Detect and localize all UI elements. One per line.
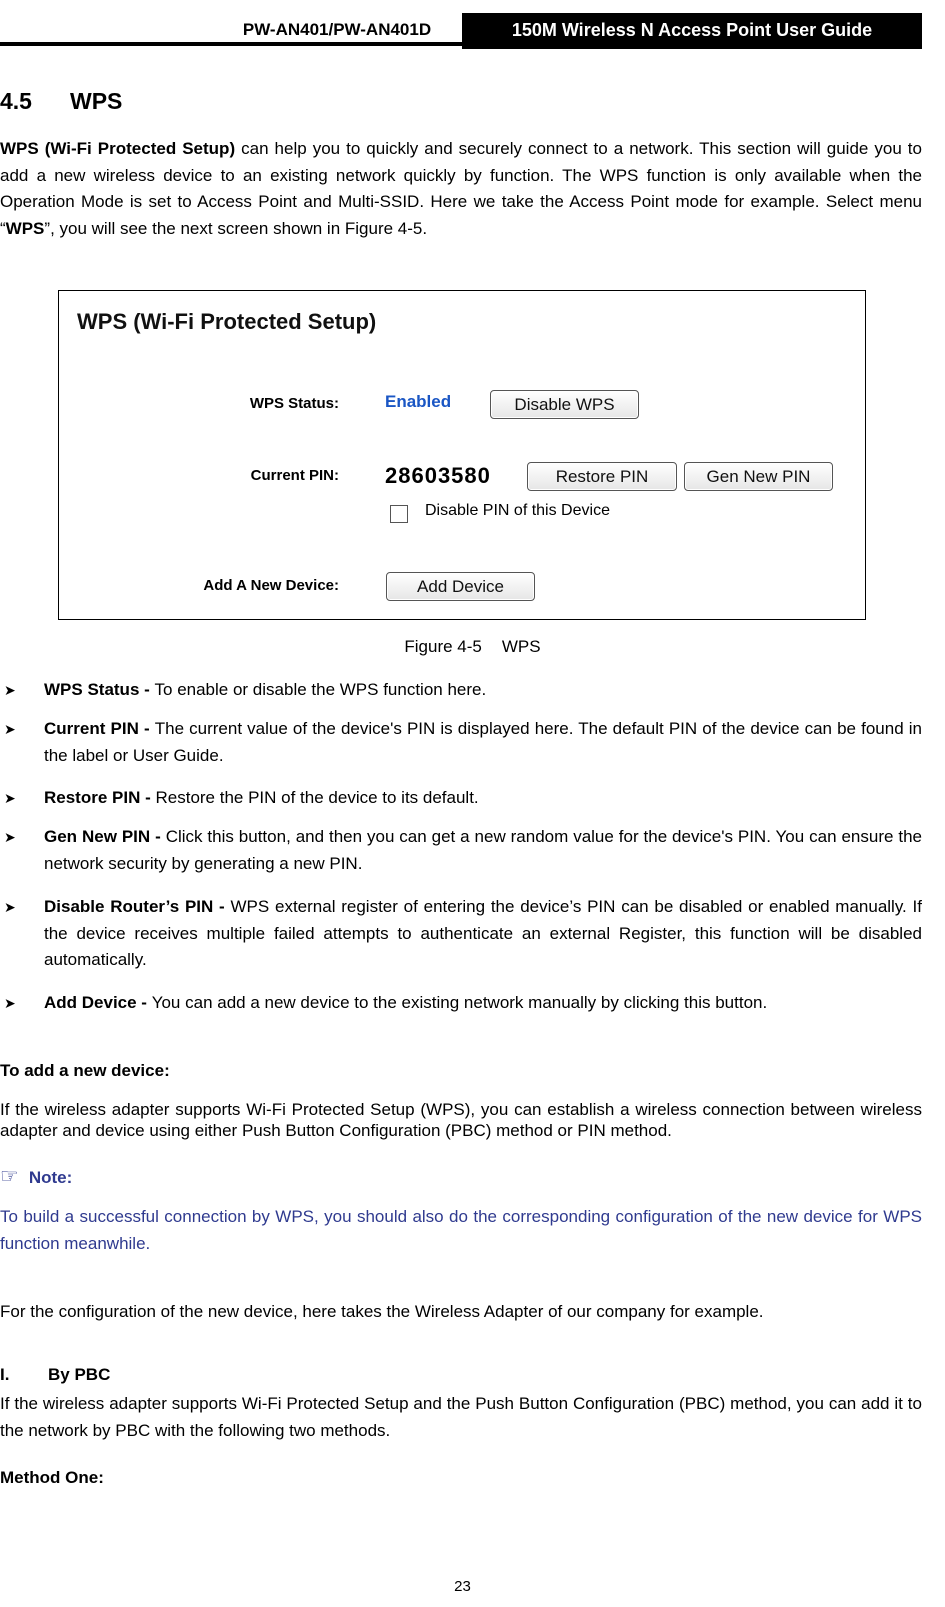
bullet-arrow-icon: ➤ — [4, 721, 16, 737]
caption-label: Figure 4-5 — [404, 637, 482, 656]
disable-wps-button[interactable]: Disable WPS — [490, 390, 639, 419]
bullet-disable-router-pin — [0, 894, 922, 974]
note-label: Note: — [28, 1168, 73, 1187]
figure-caption — [0, 637, 945, 657]
pointing-hand-icon: ☞ — [0, 1165, 19, 1188]
bullet-term: Disable Router’s PIN - — [44, 897, 231, 916]
config-paragraph: For the configuration of the new device, here takes the Wireless Adapter of our company for example. — [0, 1302, 764, 1321]
intro-menu: WPS — [5, 218, 45, 238]
section-title — [0, 88, 122, 115]
bullet-arrow-icon: ➤ — [4, 829, 16, 845]
bullet-arrow-icon: ➤ — [4, 995, 16, 1011]
pbc-heading — [0, 1365, 110, 1385]
bullet-desc: To enable or disable the WPS function here. — [154, 680, 487, 699]
bullet-current-pin — [0, 716, 922, 769]
bullet-desc: Restore the PIN of the device to its default. — [155, 788, 479, 807]
disable-pin-checkbox[interactable] — [390, 505, 408, 523]
bullet-term: Gen New PIN - — [44, 827, 166, 846]
pbc-title: By PBC — [48, 1365, 111, 1384]
note-heading — [0, 1164, 72, 1189]
header-model: PW-AN401/PW-AN401D — [242, 20, 432, 39]
add-device-heading: To add a new device: — [0, 1061, 170, 1080]
intro-paragraph — [0, 136, 922, 242]
bullet-desc: Click this button, and then you can get a new random value for the device's PIN. You can ensure the network security by generating a new PIN. — [44, 827, 922, 873]
wps-figure — [58, 290, 866, 620]
page-header — [0, 8, 945, 46]
bullet-arrow-icon: ➤ — [4, 899, 16, 915]
add-device-paragraph: If the wireless adapter supports Wi-Fi Protected Setup (WPS), you can establish a wireless connection between wireless adapter and device using either Push Button Configuration (PBC) method or PIN method. — [0, 1100, 922, 1140]
method-one-heading: Method One: — [0, 1468, 104, 1487]
intro-bold: WPS (Wi-Fi Protected Setup) — [0, 139, 236, 158]
section-heading: WPS — [70, 88, 123, 114]
bullet-arrow-icon: ➤ — [4, 682, 16, 698]
bullet-arrow-icon: ➤ — [4, 790, 16, 806]
intro-text-2: ”, you will see the next screen shown in Figure 4-5. — [44, 218, 428, 238]
bullet-term: WPS Status - — [44, 680, 155, 699]
intro-text-1: can help you to quickly and securely connect to a network. This section will guide you to add a new wireless device to an existing network quickly by function. The WPS function is only available when the Operation Mode is set to Access Point and Multi-SSID. Here we take the Access Point mode for example. Select menu “ — [0, 139, 922, 238]
bullet-gen-new-pin — [0, 824, 922, 877]
bullet-desc: You can add a new device to the existing network manually by clicking this button. — [151, 993, 768, 1012]
bullet-desc: The current value of the device's PIN is displayed here. The default PIN of the device can be found in the label or User Guide. — [44, 719, 922, 765]
current-pin-value: 28603580 — [385, 463, 491, 488]
gen-new-pin-button[interactable]: Gen New PIN — [684, 462, 833, 491]
note-text: To build a successful connection by WPS, you should also do the corresponding configuration of the new device for WPS function meanwhile. — [0, 1207, 922, 1253]
bullet-term: Current PIN - — [44, 719, 155, 738]
page-number: 23 — [454, 1578, 471, 1595]
bullet-wps-status — [0, 677, 922, 704]
pbc-paragraph: If the wireless adapter supports Wi-Fi Protected Setup and the Push Button Configuration (PBC) method, you can add it to the network by PBC with the following two methods. — [0, 1394, 922, 1440]
section-number: 4.5 — [0, 88, 32, 114]
restore-pin-button[interactable]: Restore PIN — [527, 462, 677, 491]
wps-status-label: WPS Status: — [249, 395, 339, 412]
add-device-label: Add A New Device: — [203, 577, 339, 594]
add-device-button[interactable]: Add Device — [386, 572, 535, 601]
wps-status-value: Enabled — [385, 392, 452, 411]
bullet-term: Add Device - — [44, 993, 152, 1012]
bullet-add-device — [0, 990, 922, 1017]
wps-figure-title: WPS (Wi-Fi Protected Setup) — [77, 309, 377, 334]
pbc-number: I. — [0, 1365, 10, 1384]
header-guide-title: 150M Wireless N Access Point User Guide — [462, 13, 922, 49]
bullet-restore-pin — [0, 785, 922, 812]
bullet-term: Restore PIN - — [44, 788, 156, 807]
header-rule — [0, 42, 462, 46]
bullet-desc: WPS external register of entering the device’s PIN can be disabled or enabled manually. If the device receives multiple failed attempts to authenticate an external Register, this function will be disabled automatically. — [44, 897, 922, 969]
current-pin-label: Current PIN: — [250, 467, 339, 484]
caption-name: WPS — [501, 637, 541, 656]
disable-pin-label: Disable PIN of this Device — [425, 502, 610, 519]
